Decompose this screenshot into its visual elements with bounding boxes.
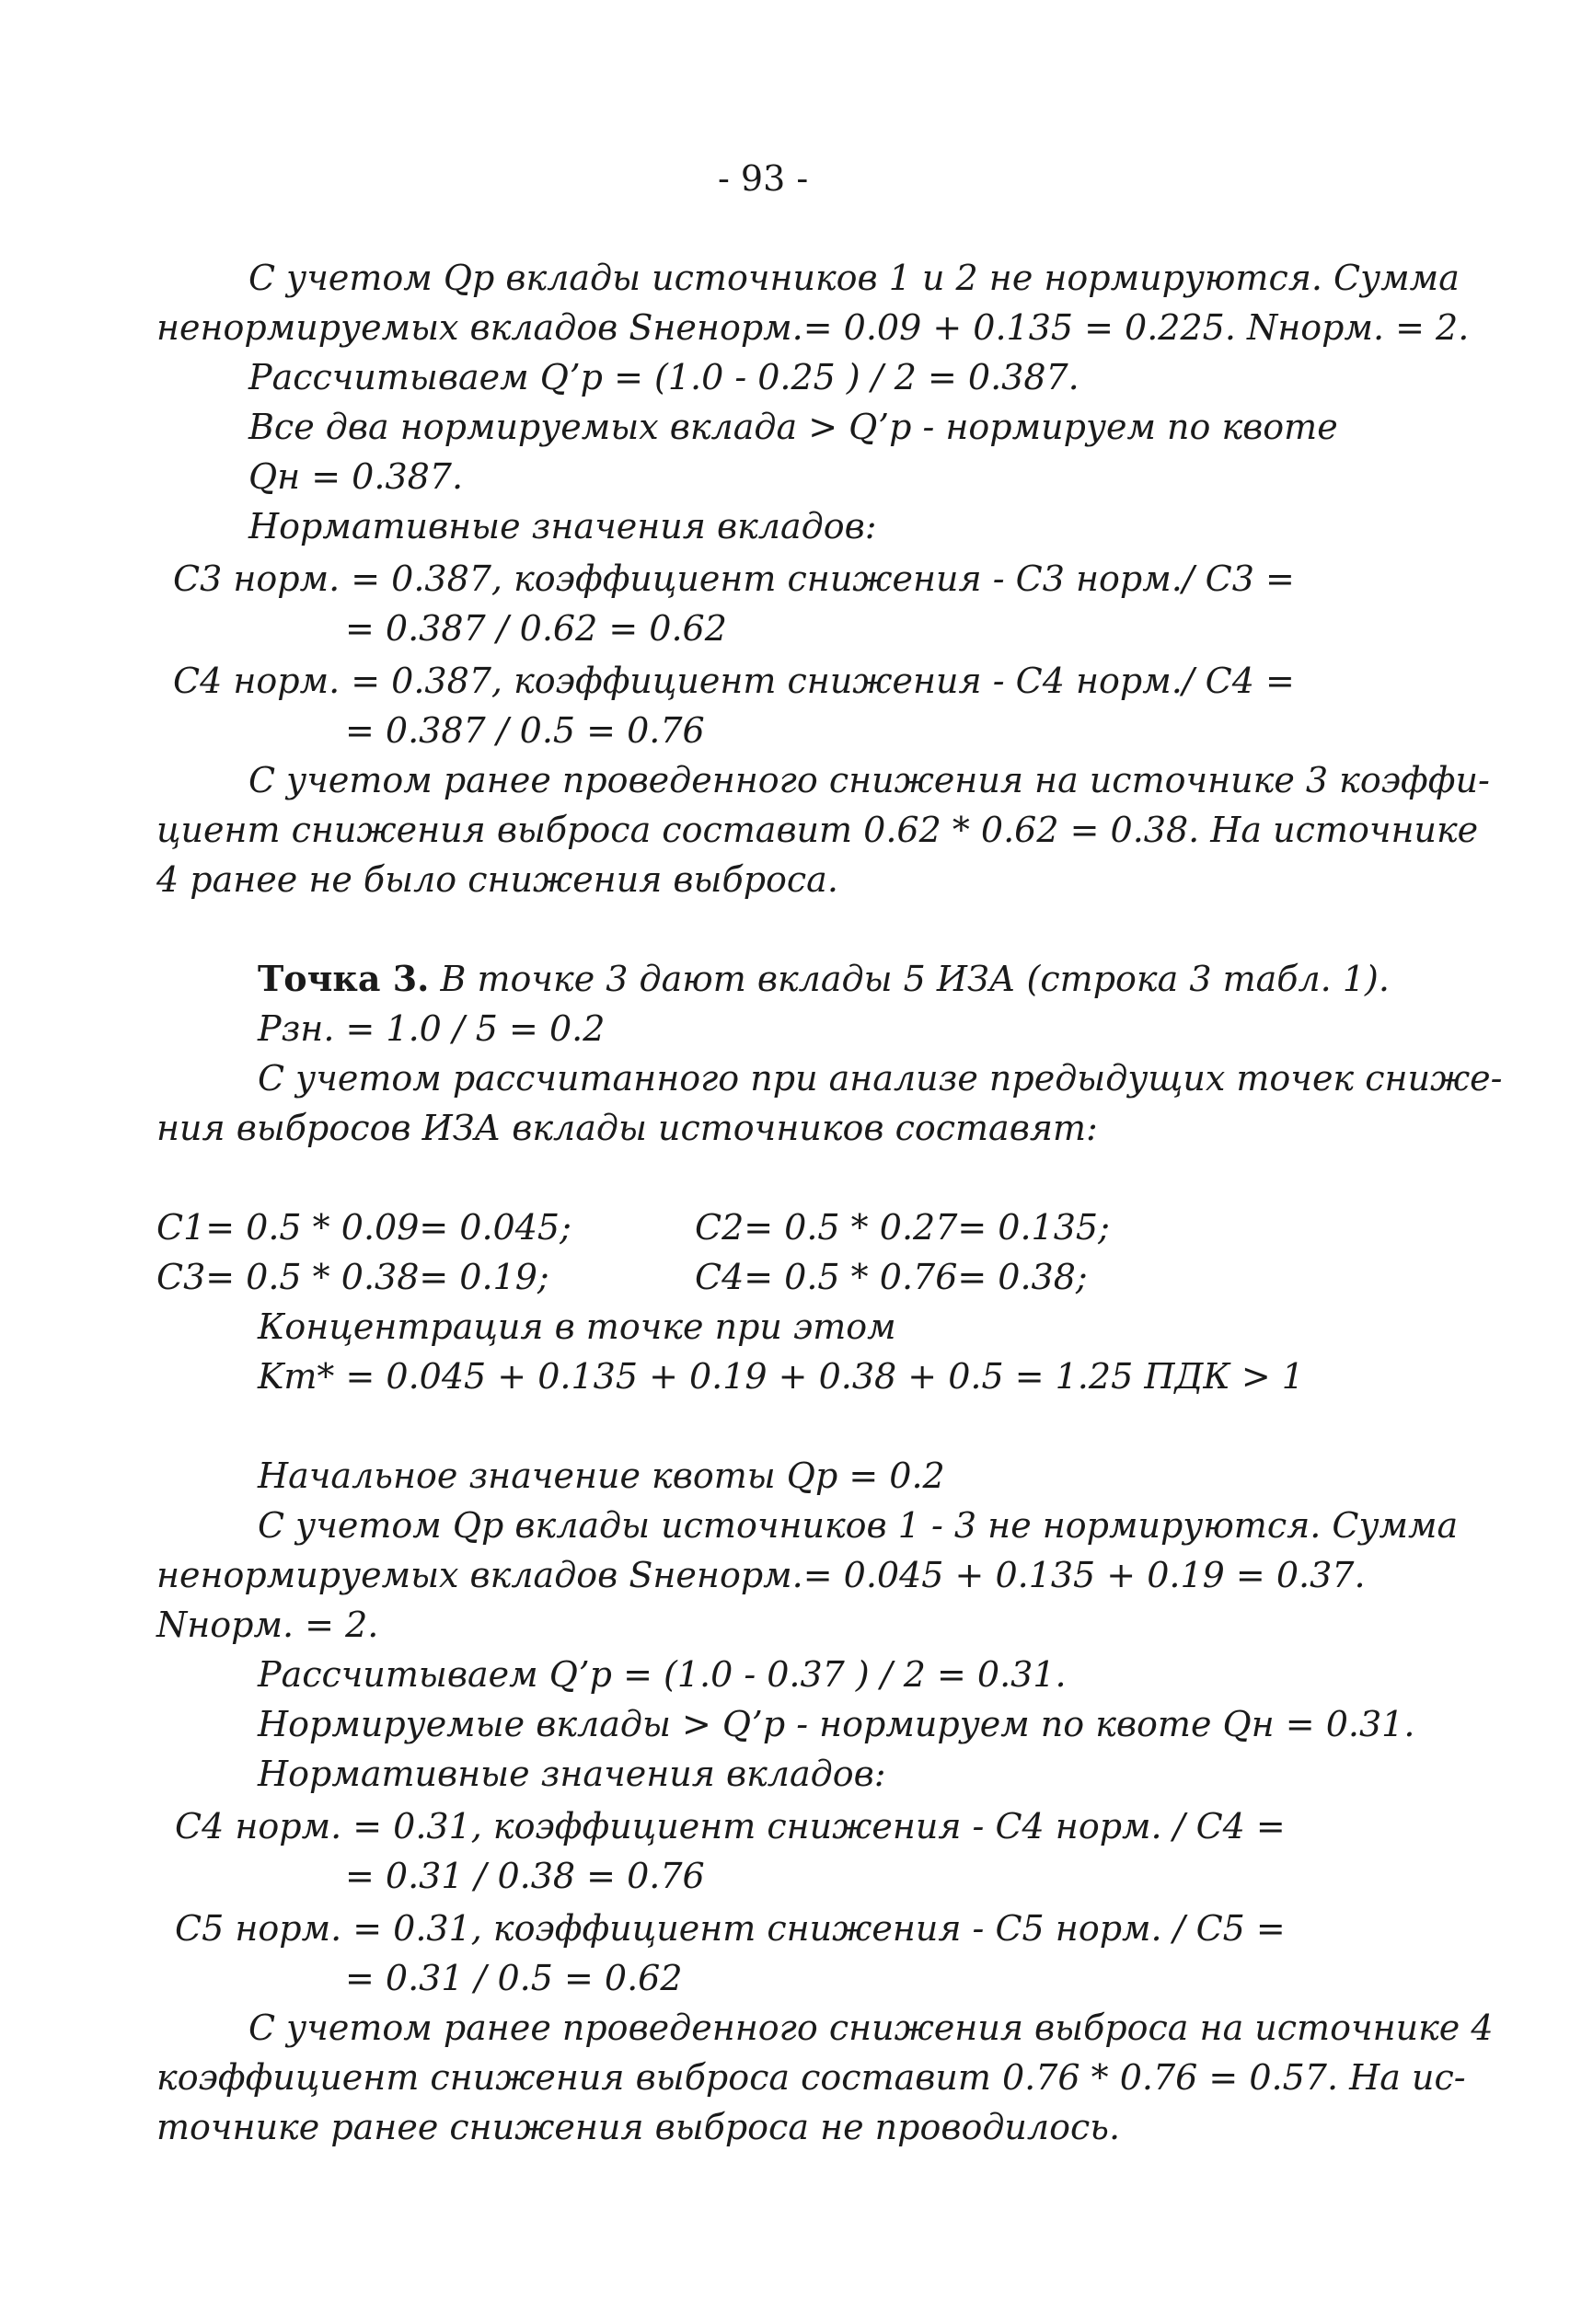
text-line: С учетом ранее проведенного снижения выброса на источнике 4 <box>248 2008 1494 2048</box>
text-line: 4 ранее не было снижения выброса. <box>156 859 838 900</box>
text-line: С учетом рассчитанного при анализе предыдущих точек сниже- <box>258 1058 1503 1099</box>
formula-line: = 0.31 / 0.38 = 0.76 <box>345 1856 705 1896</box>
text-line: циент снижения выброса составит 0.62 * 0.62 = 0.38. На источнике <box>156 810 1479 850</box>
text-line: ния выбросов ИЗА вклады источников составят: <box>156 1108 1098 1148</box>
text-line: точнике ранее снижения выброса не проводилось. <box>156 2107 1121 2147</box>
formula-line: C2= 0.5 * 0.27= 0.135; <box>695 1207 1110 1248</box>
text-line: Нормативные значения вкладов: <box>248 506 877 546</box>
text-line: ненормируемых вкладов Sненорм.= 0.09 + 0.135 = 0.225. Nнорм. = 2. <box>156 307 1470 348</box>
formula-line: C4 норм. = 0.387, коэффициент снижения - С4 норм./ С4 = <box>173 661 1295 701</box>
page-number: - 93 - <box>718 158 809 199</box>
point-label: Точка 3. <box>258 958 430 999</box>
text-line: Нормативные значения вкладов: <box>258 1754 886 1794</box>
point-heading <box>258 958 1390 999</box>
text-line: коэффициент снижения выброса составит 0.76 * 0.76 = 0.57. На ис- <box>156 2057 1466 2098</box>
text-line: С учетом Qр вклады источников 1 и 2 не нормируются. Сумма <box>248 258 1460 298</box>
formula-line: Km* = 0.045 + 0.135 + 0.19 + 0.38 + 0.5 = 1.25 ПДК > 1 <box>258 1356 1304 1397</box>
formula-line: C4 норм. = 0.31, коэффициент снижения - С4 норм. / С4 = <box>175 1806 1286 1847</box>
formula-line: C1= 0.5 * 0.09= 0.045; <box>156 1207 571 1248</box>
text-line: С учетом ранее проведенного снижения на источнике 3 коэффи- <box>248 760 1490 800</box>
formula-line: C5 норм. = 0.31, коэффициент снижения - С5 норм. / С5 = <box>175 1908 1286 1949</box>
text-line: С учетом Qр вклады источников 1 - 3 не нормируются. Сумма <box>258 1505 1459 1546</box>
text-line: Все два нормируемых вклада > Q’р - нормируем по квоте <box>248 407 1338 447</box>
formula-line: = 0.31 / 0.5 = 0.62 <box>345 1958 683 1998</box>
text-line: Qн = 0.387. <box>248 456 464 497</box>
point-text: В точке 3 дают вклады 5 ИЗА (строка 3 табл. 1). <box>429 959 1390 999</box>
text-line: Рассчитываем Q’р = (1.0 - 0.25 ) / 2 = 0.387. <box>248 357 1079 397</box>
text-line: Нормируемые вклады > Q’р - нормируем по квоте Qн = 0.31. <box>258 1704 1415 1744</box>
text-line: Начальное значение квоты Qр = 0.2 <box>258 1455 945 1496</box>
formula-line: C4= 0.5 * 0.76= 0.38; <box>695 1257 1088 1297</box>
text-line: Nнорм. = 2. <box>156 1605 379 1645</box>
text-line: Концентрация в точке при этом <box>258 1306 896 1347</box>
formula-line: C3= 0.5 * 0.38= 0.19; <box>156 1257 549 1297</box>
text-line: Рассчитываем Q’р = (1.0 - 0.37 ) / 2 = 0.31. <box>258 1654 1067 1695</box>
formula-line: C3 норм. = 0.387, коэффициент снижения - С3 норм./ С3 = <box>173 558 1295 599</box>
formula-line: = 0.387 / 0.5 = 0.76 <box>345 710 705 751</box>
formula-line: Pзн. = 1.0 / 5 = 0.2 <box>258 1008 606 1049</box>
formula-line: = 0.387 / 0.62 = 0.62 <box>345 608 727 649</box>
text-line: ненормируемых вкладов Sненорм.= 0.045 + 0.135 + 0.19 = 0.37. <box>156 1555 1366 1595</box>
